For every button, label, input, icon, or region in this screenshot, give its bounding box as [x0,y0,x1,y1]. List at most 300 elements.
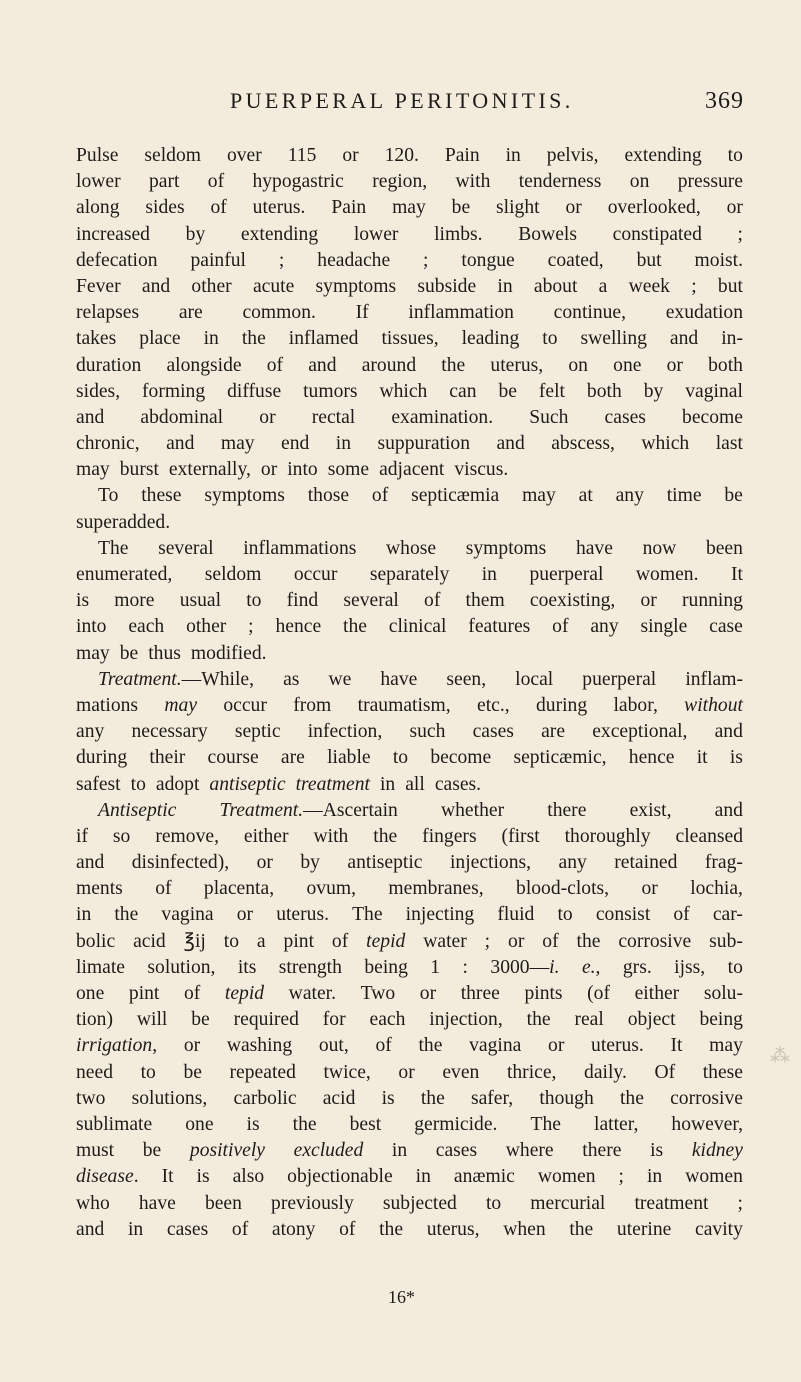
word: relapses [76,302,140,324]
word: ; [423,249,429,271]
word: of [331,930,349,952]
word: continue, [553,302,627,324]
text-line [76,379,743,405]
word: those [307,485,350,507]
word: atony [271,1218,316,1240]
word: are [280,747,305,769]
word: mations [76,694,139,716]
word: in [497,275,513,297]
word: injections, [449,852,532,874]
word: placenta, [203,878,275,900]
text-line [76,850,743,876]
word: acute [252,275,295,297]
word: either [243,825,289,847]
word: blood-clots, [516,878,610,900]
text-line [76,955,743,981]
text-line [76,457,743,483]
word: and [76,1218,105,1240]
word: symptoms [465,537,547,559]
word: to [140,1061,156,1083]
word: the [373,825,398,847]
word: excluded [293,1140,364,1162]
word: and [669,328,699,350]
word: septic [234,721,281,743]
word: To [98,485,119,507]
word: overlooked, [607,197,701,219]
word: or [260,459,278,481]
word: corrosive [670,1087,743,1109]
word: irrigation, [76,1035,158,1057]
word: the [420,1087,445,1109]
word: cases [166,1218,209,1240]
text-line [76,483,743,509]
word: all [405,773,425,795]
word: along [76,197,120,219]
word: though [539,1087,594,1109]
word: be [498,380,517,402]
word: leading [461,328,520,350]
word: swelling [580,328,647,350]
word: last [715,433,743,455]
word: is [196,1166,210,1188]
word: ijss, [674,956,706,978]
word: each [128,616,165,638]
word: such [409,721,446,743]
word: Treatment.—Ascertain [219,799,398,821]
word: several [158,537,214,559]
word: several [343,590,399,612]
word: inflammation [408,302,514,324]
word: occur [223,694,267,716]
word: best [349,1113,382,1135]
word: injection, [429,1009,503,1031]
word: or [548,1035,565,1057]
word: time [666,485,702,507]
word: of [339,1218,356,1240]
word: which [379,380,428,402]
word: hence [628,747,675,769]
word: tion) [76,1009,114,1031]
word: daily. [584,1061,627,1083]
word: acid [322,1087,356,1109]
word: for [322,1009,346,1031]
word: diffuse [227,380,282,402]
word: enumerated, [76,564,173,585]
word: any [76,721,105,743]
word: its [237,956,257,978]
text-line [76,326,743,352]
word: or [236,904,254,926]
word: any [558,852,587,874]
word: in [481,564,497,585]
word: superadded. [76,511,171,533]
word: inflammations [243,537,357,559]
word: when [503,1218,546,1240]
text-line [76,929,743,955]
word: sub- [709,930,743,952]
text-line [76,876,743,902]
word: puerperal [582,668,657,690]
word: may [709,1035,743,1057]
word: ; [484,930,491,952]
word: of [231,1218,249,1240]
word: e., [581,956,601,978]
word: three [460,983,500,1004]
word: of [552,616,569,638]
word: being [699,1009,743,1031]
word: by [643,380,664,402]
word: or [666,354,683,376]
word: water. [288,983,337,1004]
word: extending [624,145,702,166]
word: tenderness [518,171,602,193]
word: exceptional, [592,721,688,743]
word: without [684,694,743,716]
text-line [76,1217,743,1243]
word: lower [76,171,121,193]
word: lower [353,223,399,245]
word: suppuration [377,433,471,455]
word: 1 [430,956,441,978]
word: we [328,668,352,690]
word: cavity [695,1218,743,1240]
word: disease. [76,1166,139,1188]
word: features [468,616,531,638]
word: disinfected), [131,852,230,874]
text-line [76,536,743,562]
word: of [375,1035,392,1057]
word: ments [76,878,123,900]
word: women [685,1166,743,1188]
word: object [627,1009,676,1031]
word: have [138,1192,176,1214]
word: is [650,1140,664,1162]
word: ; [737,223,743,245]
word: be [183,1061,202,1083]
word: painful [190,249,246,271]
text-line [76,510,743,536]
word: tepid [366,930,406,952]
word: (first [501,825,540,847]
text-line [76,588,743,614]
body-text [76,143,743,1243]
word: pelvis, [546,145,599,166]
text-line [76,248,743,274]
word: one [185,1113,214,1135]
word: adopt [155,773,200,795]
word: treatment [295,773,370,795]
word: but [636,249,662,271]
text-line [76,641,743,667]
word: limate [76,956,125,978]
word: have [380,668,418,690]
word: solution, [147,956,216,978]
word: and [714,799,743,821]
word: in [335,433,352,455]
text-line [76,772,743,798]
signature-mark: 16* [388,1287,415,1307]
text-line [76,195,743,221]
word: thrice, [506,1061,557,1083]
page-number: 369 [705,88,744,114]
word: slight [496,197,540,219]
word: out, [318,1035,349,1057]
word: labor, [613,694,658,716]
word: even [442,1061,480,1083]
word: pints [524,983,563,1004]
word: cases. [434,773,482,795]
word: and [76,406,105,428]
word: ; [248,616,254,638]
word: vagina [469,1035,522,1057]
text-line [76,667,743,693]
word: membranes, [388,878,484,900]
word: uterus. [591,1035,644,1057]
text-line [76,798,743,824]
word: occur [293,564,338,585]
word: 120. [384,145,419,166]
word: and [76,852,105,874]
word: be [119,642,139,664]
text-line [76,719,743,745]
word: Pulse [76,145,119,166]
word: required [233,1009,299,1031]
word: may [392,197,426,219]
word: there [582,1140,622,1162]
text-line [76,1086,743,1112]
word: it [696,747,708,769]
word: pint [283,930,315,952]
word: the [379,1218,404,1240]
word: Such [529,406,569,428]
word: pressure [677,171,743,193]
word: uterus. [252,197,306,219]
text-line [76,1191,743,1217]
word: will [136,1009,168,1031]
word: The [98,537,129,559]
word: vaginal [685,380,743,402]
word: be [724,485,743,507]
word: sides [145,197,185,219]
word: the [114,904,139,926]
word: the [292,1113,317,1135]
word: acid [133,930,166,952]
word: in [415,1166,431,1188]
word: region, [372,171,428,193]
word: headache [317,249,391,271]
word: It [161,1166,174,1188]
text-line [76,981,743,1007]
word: carbolic [233,1087,297,1109]
text-line [76,562,743,588]
word: in [127,1218,144,1240]
word: any [590,616,619,638]
word: antiseptic [347,852,423,874]
word: their [149,747,186,769]
word: antiseptic [209,773,286,795]
word: in [391,1140,408,1162]
word: (of [587,983,611,1004]
word: or [398,1061,415,1083]
word: twice, [323,1061,371,1083]
word: bolic [76,930,116,952]
word: thus [148,642,181,664]
word: lochia, [690,878,743,900]
text-line [76,693,743,719]
word: inflamed [288,328,359,350]
word: ; [691,275,697,297]
word: seldom [144,145,202,166]
word: each [369,1009,406,1031]
word: if [76,825,88,847]
word: strength [278,956,342,978]
word: repeated [229,1061,296,1083]
word: symptoms [315,275,397,297]
word: previously [271,1192,354,1214]
word: inflam- [685,668,743,690]
word: the [526,1009,551,1031]
word: septicæmic, [513,747,607,769]
word: retained [614,852,678,874]
word: coated, [547,249,604,271]
word: both [708,354,743,376]
word: on [629,171,650,193]
word: the [241,328,266,350]
word: to [246,590,262,612]
text-line [76,824,743,850]
word: course [207,747,259,769]
word: externally, [168,459,251,481]
text-line [76,300,743,326]
word: whether [440,799,505,821]
word: be [451,197,471,219]
word: however, [671,1113,743,1135]
word: increased [76,223,150,245]
word: during [535,694,588,716]
word: by [185,223,206,245]
word: It [730,564,743,585]
word: sides, [76,380,121,402]
word: traumatism, [357,694,451,716]
word: frag- [704,852,743,874]
word: pint [128,983,160,1004]
word: mercurial [530,1192,606,1214]
word: ℥ij [183,930,206,952]
word: may [76,459,110,481]
word: Bowels [518,223,577,245]
word: any [615,485,644,507]
word: It [670,1035,683,1057]
word: takes [76,328,117,350]
word: who [76,1192,110,1214]
running-header [74,82,744,116]
word: to [130,773,146,795]
word: felt [538,380,565,402]
text-line [76,169,743,195]
word: etc., [477,694,510,716]
word: solutions, [131,1087,208,1109]
word: kidney [691,1140,743,1162]
word: fingers [422,825,477,847]
word: in- [721,328,743,350]
word: or [640,590,657,612]
word: either [634,983,680,1004]
word: other [191,275,232,297]
word: into [287,459,318,481]
word: injecting [405,904,475,926]
word: abscess, [551,433,615,455]
word: on [568,354,588,376]
word: of [424,590,441,612]
word: them [465,590,505,612]
text-line [76,1033,743,1059]
word: cases [435,1140,478,1162]
margin-smudge: ⁂ [770,1045,790,1067]
word: safest [76,773,121,795]
word: where [505,1140,554,1162]
word: the [576,930,601,952]
word: subside [417,275,477,297]
word: or [565,197,582,219]
word: cases [472,721,514,743]
text-line [76,222,743,248]
word: the [619,1087,644,1109]
word: place [139,328,181,350]
word: car- [712,904,743,926]
word: is [729,747,743,769]
word: or [342,145,359,166]
word: local [515,668,554,690]
word: Pain [444,145,480,166]
word: be [191,1009,210,1031]
word: a [598,275,608,297]
word: about [533,275,578,297]
word: or [508,930,525,952]
word: both [586,380,622,402]
word: to [727,145,743,166]
word: whose [386,537,437,559]
word: separately [369,564,450,585]
word: and [714,721,743,743]
word: in [203,328,219,350]
word: being [364,956,408,978]
word: in [379,773,396,795]
word: tepid [224,983,265,1004]
word: one [613,354,642,376]
word: and [141,275,171,297]
word: corrosive [618,930,692,952]
word: or [183,1035,201,1057]
word: defecation [76,249,158,271]
word: uterus, [426,1218,480,1240]
word: become [430,747,492,769]
word: tissues, [381,328,439,350]
word: single [640,616,688,638]
word: ; [618,1166,624,1188]
text-line [76,353,743,379]
word: also [232,1166,265,1188]
word: of [183,983,201,1004]
word: subjected [382,1192,457,1214]
word: the [441,354,466,376]
word: seldom [204,564,262,585]
word: positively [189,1140,265,1162]
word: coexisting, [529,590,616,612]
word: part [148,171,180,193]
word: running [682,590,743,612]
word: vagina [161,904,214,926]
word: at [578,485,593,507]
